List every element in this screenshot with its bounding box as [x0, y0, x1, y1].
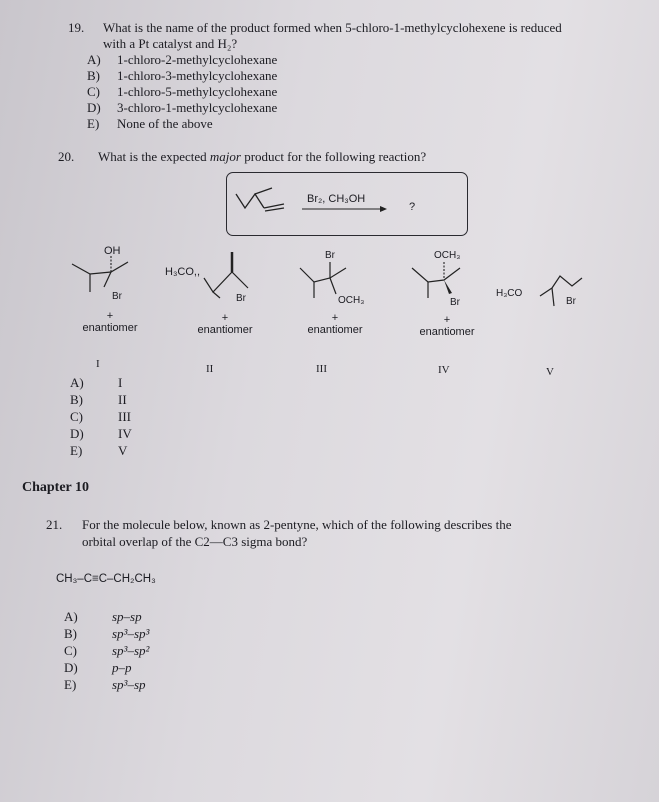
q19-option-e[interactable] [87, 116, 213, 132]
q21-option-text: sp–sp [112, 609, 142, 624]
q19-option-text: 1-chloro-5-methylcyclohexane [117, 84, 278, 99]
enantiomer-text: enantiomer [307, 324, 363, 336]
q20-option-value: II [118, 392, 127, 407]
q21-formula: CH₃–C≡C–CH₂CH₃ [56, 573, 156, 585]
structure-iv-och3-label: OCH₃ [434, 250, 461, 261]
structure-v [530, 272, 590, 312]
enantiomer-text: enantiomer [419, 326, 475, 338]
reaction-arrow [300, 204, 390, 214]
q19-option-c[interactable] [87, 84, 277, 100]
structure-iv-enantiomer [412, 314, 482, 338]
structure-iii-enantiomer [300, 312, 370, 336]
q19-option-text: 1-chloro-3-methylcyclohexane [117, 68, 278, 83]
q21-option-c[interactable] [64, 643, 149, 659]
structure-i-enantiomer [75, 310, 145, 334]
q21-question-line2: orbital overlap of the C2—C3 sigma bond? [82, 534, 308, 549]
q20-question-post: product for the following reaction? [240, 149, 427, 164]
structure-label-i: I [96, 358, 100, 370]
plus-sign: + [331, 312, 339, 324]
structure-i-oh-label: OH [104, 245, 121, 257]
plus-sign: + [221, 312, 229, 324]
structure-v-h3co-label: H₃CO [496, 288, 523, 299]
structure-ii-enantiomer [190, 312, 260, 336]
q21-option-text: sp³–sp² [112, 643, 150, 658]
q21-option-b[interactable] [64, 626, 149, 642]
structure-label-v: V [546, 366, 554, 378]
q19-option-letter: E) [87, 116, 100, 131]
q19-question-line1: What is the name of the product formed when 5-chloro-1-methylcyclohexene is reduced [103, 20, 562, 35]
structure-i [70, 254, 140, 304]
q20-option-value: I [118, 375, 123, 390]
reaction-reagents: Br₂, CH₃OH [307, 193, 366, 205]
structure-label-iii: III [316, 363, 327, 375]
q19-option-letter: B) [87, 68, 100, 83]
structure-label-ii: II [206, 363, 214, 375]
q20-option-value: V [118, 443, 128, 458]
q20-option-d[interactable] [70, 426, 132, 442]
q21-option-letter: D) [64, 660, 78, 675]
q21-option-text: sp³–sp [112, 677, 146, 692]
q21-number: 21. [46, 517, 63, 532]
q20-option-a[interactable] [70, 375, 122, 391]
q20-option-c[interactable] [70, 409, 131, 425]
q21-question-line1: For the molecule below, known as 2-pentyne, which of the following describes the [82, 517, 512, 532]
q20-option-b[interactable] [70, 392, 127, 408]
q21-option-text: p–p [112, 660, 132, 675]
q20-option-value: IV [118, 426, 132, 441]
q19-option-text: None of the above [117, 116, 213, 131]
structure-ii [196, 250, 266, 300]
chapter-heading: Chapter 10 [22, 480, 90, 495]
q20-option-letter: C) [70, 409, 83, 424]
q21-option-letter: E) [64, 677, 77, 692]
plus-sign: + [443, 314, 451, 326]
q19-option-letter: A) [87, 52, 101, 67]
q19-option-text: 1-chloro-2-methylcyclohexane [117, 52, 278, 67]
q19-option-letter: C) [87, 84, 100, 99]
structure-ii-br-label: Br [236, 293, 246, 304]
q19-number: 19. [68, 20, 85, 35]
q20-option-letter: D) [70, 426, 84, 441]
structure-iii-br-label: Br [325, 250, 335, 261]
q21-option-d[interactable] [64, 660, 132, 676]
q19-option-letter: D) [87, 100, 101, 115]
q20-option-value: III [118, 409, 131, 424]
structure-iv [408, 260, 478, 308]
q20-option-letter: A) [70, 375, 84, 390]
q20-number: 20. [58, 149, 75, 164]
enantiomer-text: enantiomer [82, 322, 138, 334]
structure-ii-h3co-label: H₃CO,, [165, 266, 201, 278]
q21-option-letter: C) [64, 643, 77, 658]
q20-question-pre: What is the expected [98, 149, 210, 164]
reaction-product-unknown: ? [409, 201, 416, 213]
q21-option-letter: A) [64, 609, 78, 624]
q20-option-letter: E) [70, 443, 83, 458]
q19-option-a[interactable] [87, 52, 277, 68]
enantiomer-text: enantiomer [197, 324, 253, 336]
structure-i-br-label: Br [112, 291, 122, 302]
structure-v-br-label: Br [566, 296, 576, 307]
structure-iv-br-label: Br [450, 297, 460, 308]
plus-sign: + [106, 310, 114, 322]
q20-question [98, 149, 426, 165]
q20-question-emphasis: major [209, 149, 241, 164]
reactant-alkene-structure [232, 182, 292, 222]
structure-iii-och3-label: OCH₃ [338, 295, 365, 306]
q19-option-b[interactable] [87, 68, 277, 84]
structure-label-iv: IV [438, 364, 450, 376]
q20-option-e[interactable] [70, 443, 127, 459]
q21-option-text: sp³–sp³ [112, 626, 150, 641]
q21-option-e[interactable] [64, 677, 146, 693]
q19-option-d[interactable] [87, 100, 277, 116]
q21-option-letter: B) [64, 626, 77, 641]
q21-option-a[interactable] [64, 609, 142, 625]
q20-option-letter: B) [70, 392, 83, 407]
q19-question-line2: with a Pt catalyst and H₂? [103, 36, 238, 51]
q19-option-text: 3-chloro-1-methylcyclohexane [117, 100, 278, 115]
